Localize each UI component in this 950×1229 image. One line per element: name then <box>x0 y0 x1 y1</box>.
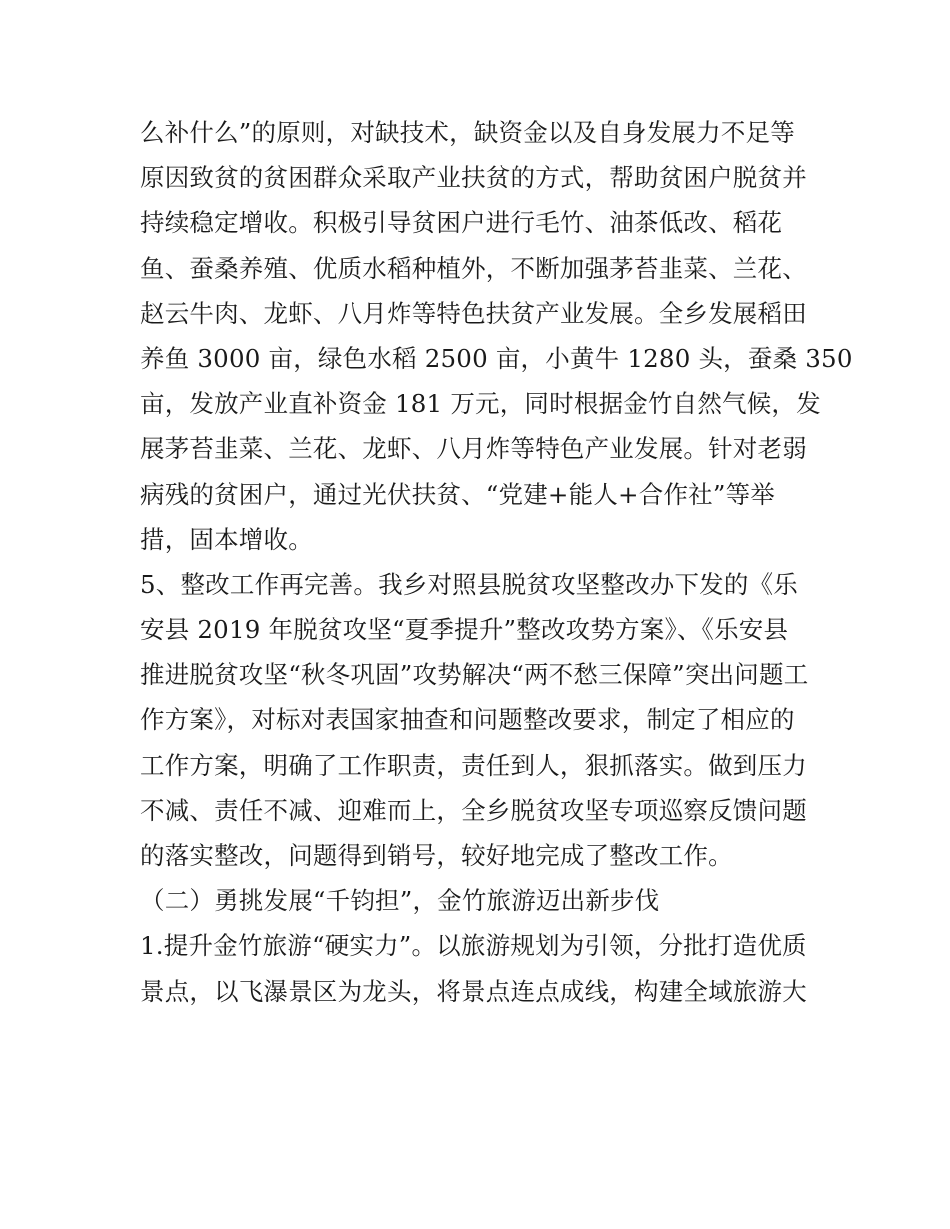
text-line: 病残的贫困户，通过光伏扶贫、“党建+能人+合作社”等举 <box>140 479 776 509</box>
text-line: 作方案》，对标对表国家抽查和问题整改要求，制定了相应的 <box>140 705 795 735</box>
section-item-5: 5、整改工作再完善。我乡对照县脱贫攻坚整改办下发的《乐 <box>140 569 798 599</box>
text-line: 么补什么”的原则，对缺技术，缺资金以及自身发展力不足等 <box>140 118 795 147</box>
text-line: 安县 2019 年脱贫攻坚“夏季提升”整改攻势方案》、《乐安县 <box>140 615 789 645</box>
text-line: 的落实整改，问题得到销号，较好地完成了整改工作。 <box>140 841 733 870</box>
body-text <box>140 110 853 1014</box>
text-line: 措，固本增收。 <box>140 524 313 554</box>
text-line: 养鱼 3000 亩，绿色水稻 2500 亩，小黄牛 1280 头，蚕桑 350 <box>140 343 853 373</box>
text-line: 展茅苔韭菜、兰花、龙虾、八月炸等特色产业发展。针对老弱 <box>140 434 807 464</box>
text-line: 鱼、蚕桑养殖、优质水稻种植外，不断加强茅苔韭菜、兰花、 <box>140 253 807 283</box>
text-line: 赵云牛肉、龙虾、八月炸等特色扶贫产业发展。全乡发展稻田 <box>140 298 807 328</box>
text-line: 持续稳定增收。积极引导贫困户进行毛竹、油茶低改、稻花 <box>140 208 783 238</box>
text-line: 不减、责任不减、迎难而上，全乡脱贫攻坚专项巡察反馈问题 <box>140 795 807 825</box>
section-item-1: 1.提升金竹旅游“硬实力”。以旅游规划为引领，分批打造优质 <box>140 931 807 961</box>
text-line: 推进脱贫攻坚“秋冬巩固”攻势解决“两不愁三保障”突出问题工 <box>140 660 809 690</box>
text-line: 原因致贫的贫困群众采取产业扶贫的方式，帮助贫困户脱贫并 <box>140 163 807 193</box>
text-line: 亩，发放产业直补资金 181 万元，同时根据金竹自然气候，发 <box>140 389 821 419</box>
text-line: 工作方案，明确了工作职责，责任到人，狠抓落实。做到压力 <box>140 750 807 780</box>
text-line: 景点，以飞瀑景区为龙头，将景点连点成线，构建全域旅游大 <box>140 976 807 1006</box>
section-heading: （二）勇挑发展“千钧担”，金竹旅游迈出新步伐 <box>140 886 660 916</box>
